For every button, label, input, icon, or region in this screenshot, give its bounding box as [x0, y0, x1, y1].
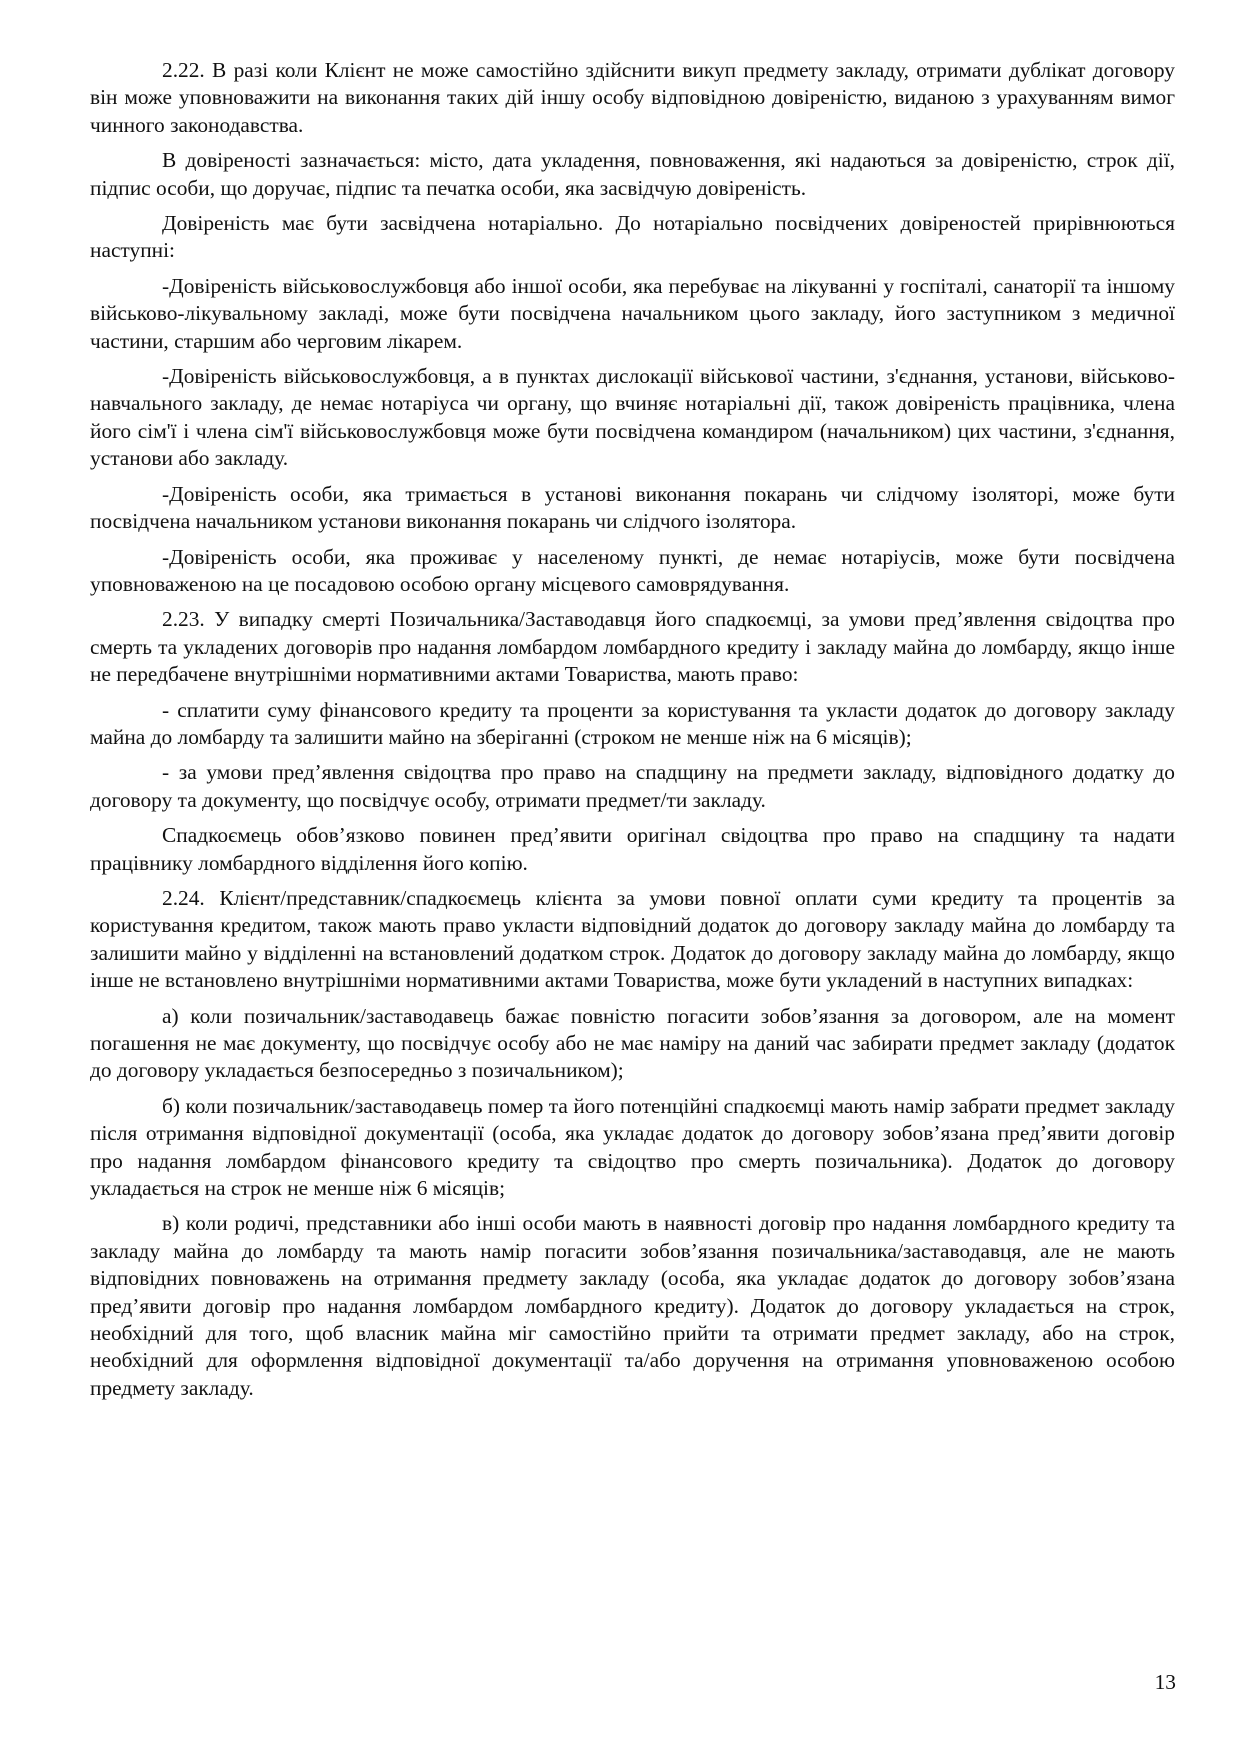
paragraph-case-a: а) коли позичальник/заставодавець бажає повністю погасити зобов’язання за договором, але на момент погашення не має документу, що посвідчує особу або не має наміру на даний час забирати предмет закладу (додаток до договору укладається безпосередньо з позичальником); [90, 1003, 1175, 1083]
paragraph-case-b: б) коли позичальник/заставодавець помер та його потенційні спадкоємці мають намір забрати предмет закладу після отримання відповідної документації (особа, яка укладає додаток до договору зобов’язана пред’явити договір про надання ломбардом фінансового кредиту та свідоцтво про смерть позичальника). Додаток до договору укладається на строк не менше ніж 6 місяців; [90, 1093, 1175, 1201]
paragraph-detention: -Довіреність особи, яка тримається в установі виконання покарань чи слідчому ізоляторі, може бути посвідчена начальником установи виконання покарань чи слідчого ізолятора. [90, 481, 1175, 534]
paragraph-power-of-attorney-contents: В довіреності зазначається: місто, дата укладення, повноваження, які надаються за довіреністю, строк дії, підпис особи, що доручає, підпис та печатка особи, яка засвідчую довіреність. [90, 148, 1175, 200]
paragraph-notarization: Довіреність має бути засвідчена нотаріально. До нотаріально посвідчених довіреностей прирівнюються наступні: [90, 211, 1175, 263]
paragraph-inheritance-certificate: - за умови пред’явлення свідоцтва про право на спадщину на предмети закладу, відповідного додатку до договору та документу, що посвідчує особу, отримати предмет/ти закладу. [90, 760, 1175, 812]
paragraph-case-c: в) коли родичі, представники або інші особи мають в наявності договір про надання ломбардного кредиту та закладу майна до ломбарду та мають намір погасити зобов’язання позичальника/заставодавця, але не мають відповідних повноважень на отримання предмету закладу (особа, яка укладає додаток до договору зобов’язана пред’явити договір про надання ломбардом ломбардного кредиту). Додаток до договору укладається на строк, необхідний для того, щоб власник майна міг самостійно прийти та отримати предмет закладу, або на строк, необхідний для оформлення відповідної документації та/або доручення на отримання уповноваженою особою предмету закладу. [90, 1211, 1175, 1400]
paragraph-2-22: 2.22. В разі коли Клієнт не може самостійно здійснити викуп предмету закладу, отримати дублікат договору він може уповноважити на виконання таких дій іншу особу відповідною довіреністю, виданою з урахуванням вимог чинного законодавства. [90, 58, 1175, 137]
paragraph-heir-original: Спадкоємець обов’язково повинен пред’явити оригінал свідоцтва про право на спадщину та надати працівнику ломбардного відділення його копію. [90, 823, 1175, 875]
paragraph-military-unit: -Довіреність військовослужбовця, а в пунктах дислокації військової частини, з'єднання, установи, військово-навчального закладу, де немає нотаріуса чи органу, що вчиняє нотаріальні дії, також довіреність працівника, члена його сім'ї і члена сім'ї військовослужбовця може бути посвідчена командиром (начальником) цих частини, з'єднання, установи або закладу. [90, 364, 1175, 471]
paragraph-military-hospital: -Довіреність військовослужбовця або іншої особи, яка перебуває на лікуванні у госпіталі, санаторії та іншому військово-лікувальному закладі, може бути посвідчена начальником цього закладу, його заступником з медичної частини, старшим або черговим лікарем. [90, 273, 1175, 353]
document-body [90, 57, 1175, 1410]
paragraph-local-government: -Довіреність особи, яка проживає у населеному пункті, де немає нотаріусів, може бути посвідчена уповноваженою на це посадовою особою органу місцевого самоврядування. [90, 544, 1175, 596]
page-number: 13 [1154, 1670, 1176, 1694]
paragraph-2-24: 2.24. Клієнт/представник/спадкоємець клієнта за умови повної оплати суми кредиту та процентів за користування кредитом, також мають право укласти відповідний додаток до договору закладу майна до ломбарду та залишити майно у відділенні на встановлений додатком строк. Додаток до договору закладу майна до ломбарду, якщо інше не встановлено внутрішніми нормативними актами Товариства, може бути укладений в наступних випадках: [90, 885, 1175, 993]
paragraph-2-23: 2.23. У випадку смерті Позичальника/Заставодавця його спадкоємці, за умови пред’явлення свідоцтва про смерть та укладених договорів про надання ломбардом ломбардного кредиту і закладу майна до ломбарду, якщо інше не передбачене внутрішніми нормативними актами Товариства, мають право: [90, 607, 1175, 687]
paragraph-pay-credit: - сплатити суму фінансового кредиту та проценти за користування та укласти додаток до договору закладу майна до ломбарду та залишити майно на зберіганні (строком не менше ніж на 6 місяців); [90, 697, 1175, 749]
